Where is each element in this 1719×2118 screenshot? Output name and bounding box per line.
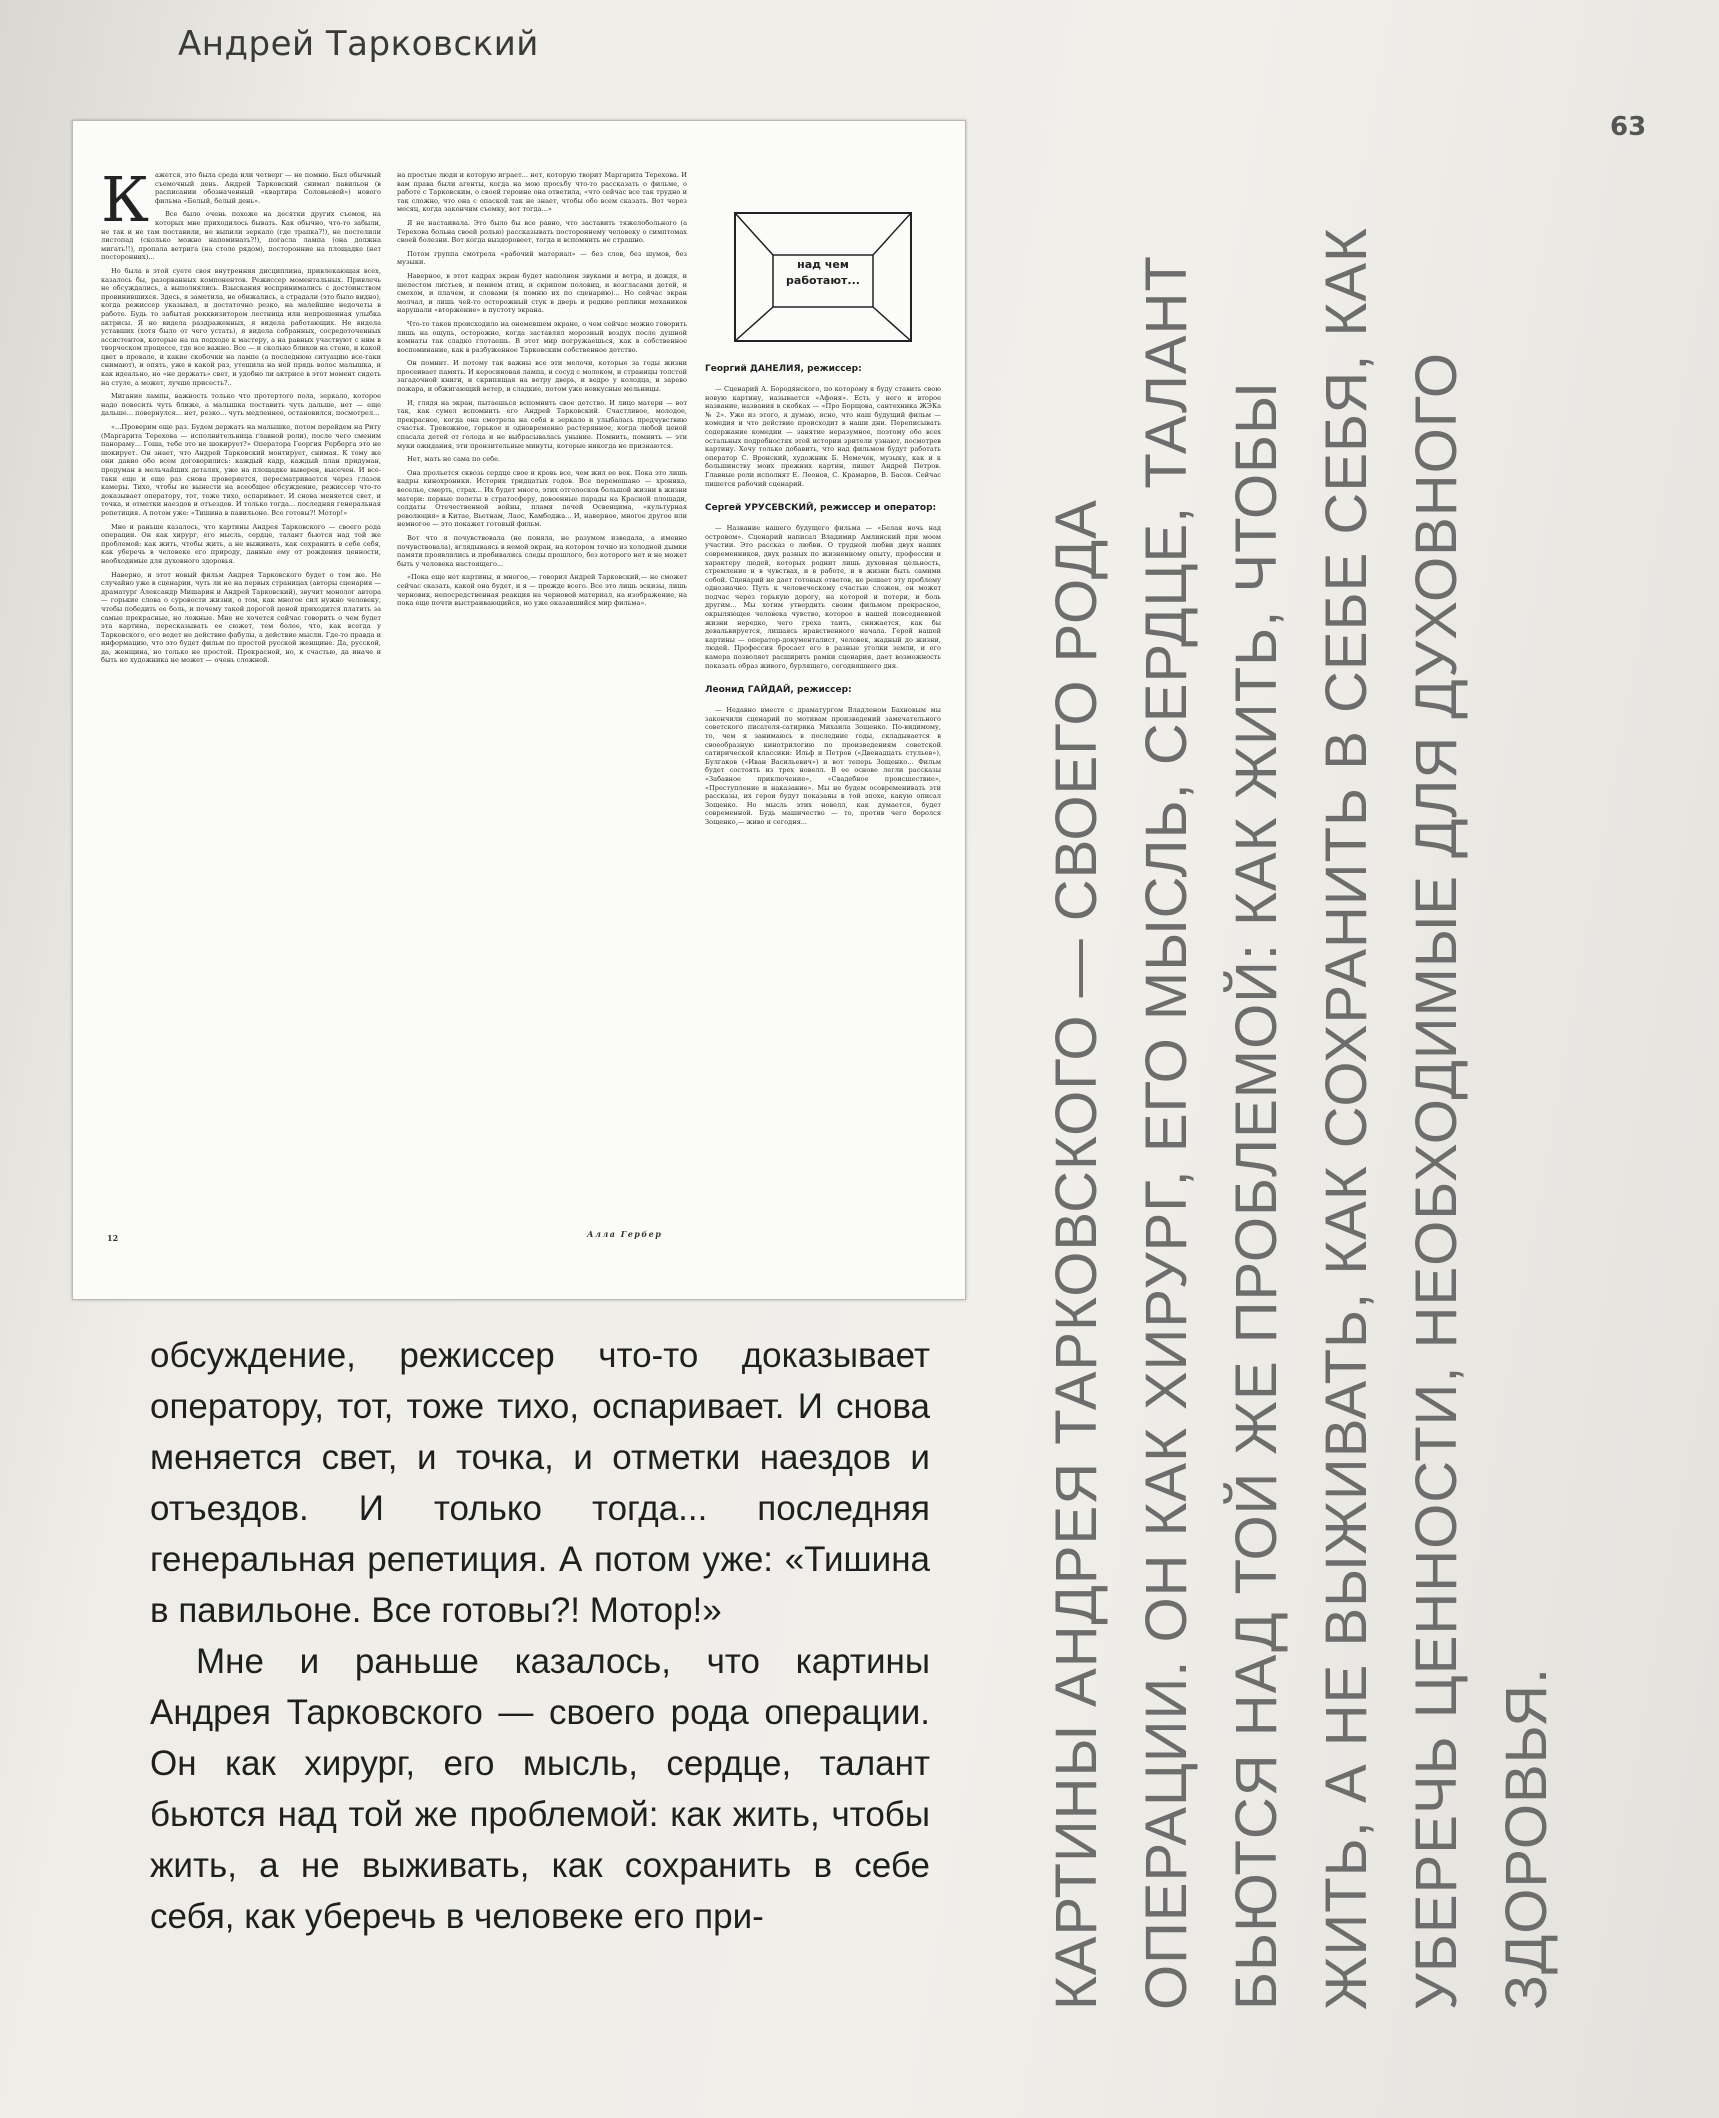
author-signature: Алла Гербер: [587, 1229, 663, 1239]
magazine-scan: [72, 120, 966, 1300]
scan-paragraph: ажется, это была среда или четверг — не помню. Был обычный съемочный день. Андрей Тарковский снимал павильон (в расписании обозначенный «квартира Соловьевой») нового фильма «Белый, белый день».: [154, 171, 381, 205]
scan-paragraph: Наверно, и этот новый фильм Андрея Тарковского будет о том же. Не случайно уже в сценарии, чуть ли не на первых страницах (авторы сценария — драматург Александр Мишарин и Андрей Тарковский), звучит монолог автора — горькие слова о суровости жизни, о том, как многое сил нужно человеку, чтобы победить ее боль, и почему такой дорогой ценой приходится платить за самые прекрасные, но ложные. Мне не хочется сейчас говорить о чем будет эта картина, пересказывать ее сюжет, тем более, что, как всегда у Тарковского, его ведет не действие фабулы, а действие мысли. Где-то правда и информацию, что это будет фильм по простой русской женщине. Да, русской, да, женщина, но только не простой. Прекрасной, но, к счастью, да иначе и быть не художника не может — очень сложной.: [101, 570, 381, 665]
scan-paragraph: Мне и раньше казалось, что картины Андрея Тарковского — своего рода операции. Он как хирург, его мысль, сердце, талант бьются над той же проблемой: как жить, чтобы жить, а не выживать, как сохранить в себе себя, как уберечь в человеке его природу, данные ему от рождения ценности, необходимые для духовного здоровья.: [101, 522, 381, 565]
article-body: [150, 1330, 930, 1942]
scan-paragraph: Нет, мать не сама по себе.: [407, 455, 501, 464]
scan-paragraph: Но была в этой суете своя внутренняя дисциплина, привлекающая всех, казалось бы, разорванных компонентов. Режиссер моментальных. Привлечь не обсуждались, а выполнялись. Взыскания воспринимались с достоинством провинившихся. Здесь, я заметила, не обижались, а страдали (это было видно), когда режиссер указывал, и достаточно резко, на малейшие недочеты в работе. Будь то забытая рекквизитором лестница или непрошенная улыбка актрисы. Я не видела раздраженных, я видела работающих. Не видела уставших (хотя было от чего устать), я видела собранных, сосредоточенных ассистентов, которые на па подходе к мастеру, а на равных участвуют с ним в творческом процессе, где все важно. Все — и сколько бликов на стене, и какой цвет в провале, и какие скобочки на лампе (а последнюю ситуацию все-таки снимают), и опять, уже в какой раз, утешила на ней прядь волос малышка, и как идеально, но «не держать» свет, и удобно ли актрисе в этот момент сидеть на стуле, а может, лучше присесть?..: [101, 266, 381, 387]
scan-paragraph: Я не настаивала. Это было бы все равно, что заставить тяжелобольного (а Терехова больна своей ролью) рассказывать постороннему человеку о симптомах своей болезни. Вот когда выздоровеет, тогда и вспомнить не страшно.: [397, 218, 687, 245]
scan-paragraph: Мигание лампы, важность только что протертого пола, зеркало, которое надо повесить чуть ближе, а малышка поставить чуть дальше, нет — еще дальше... повернулся... нет, резко... чуть медленнее, остановился, посмотрел...: [101, 392, 381, 418]
scan-paragraph: Он помнит. И потому так важны все эти мелочи, которые за годы жизни просеивает память. И керосиновая лампа, и сосуд с молоком, и страницы толстой загадочной книги, и скрипящая на ветру дверь, и ведро у колодца, и зарево пожара, и обжигающий ветер, и сладкие, потом уже невкусные мельницы.: [397, 359, 687, 394]
scan-paragraph: Что-то таков происходило на онемевшем экране, о чем сейчас можно говорить лишь на ощупь, осторожно, когда заставлял морозный воздух после душной комнаты так сладко глотаешь. В этот мир погружаешься, как в собственное воспоминание, как в разбуженное Тарковским собственное детство.: [397, 319, 687, 354]
body-paragraph: обсуждение, режиссер что-то доказывает оператору, тот, тоже тихо, оспаривает. И снова меняется свет, и точка, и отметки наездов и отъездов. И только тогда... последняя генеральная репетиция. А потом уже: «Тишина в павильоне. Все готовы?! Мотор!»: [150, 1336, 930, 1630]
scan-paragraph: Она прольется сквозь сердце свое и кровь все, чем жил ее век. Пока это лишь кадры кинохроники. Историк тридцатых годов. Все перемешано — хроника, веселье, смерть, страх... Их будет много, этих отголосков большой жизни в жизни матери: первые полеты в стратосферу, довоенные парады на Красной площади, солдаты Отечественной войны, пламя печей Освенцима, «культурная революция» в Китае, Вьетнам, Лаос, Камбоджа... И, наверное, многое другое или немногое — это покажет готовый фильм.: [397, 468, 687, 529]
scan-column-2: [397, 171, 687, 1251]
running-header: Андрей Тарковский: [178, 24, 539, 64]
banner-label: над чем работают...: [786, 258, 860, 287]
interview-text: — Название нашего будущего фильма — «Белая ночь над островом». Сценарий написал Владимир Амлинский при моем участии. Это рассказ о любви. О трудной любви двух наших современников, двух разных по жизненному опыту, профессии и характеру людей, которых роднит лишь духовная цельность, стремление и в чувствах, и в работе, и в жизни быть самими собой. Сценарий не дает готовых ответов, не решает эту проблему однозначно. Путь к человеческому счастью сложен, он может подчас через горькую дорогу, на которой и потери, и боль другим... Мы хотим утвердить своим фильмом прекрасное, окрыляющее человека чувство, которое в нашей повседневной жизни нередко, чего греха таить, снижается, как бы девальвируется, лишаясь нравственного начала. Герой нашей картины — оператор-документалист, человек, жадный до жизни, людей. Профессия бросает его в разные уголки земли, и его камера позволяет расширить рамки сценария, дает возможность показать образ живого, бурлящего, сегодняшнего дня.: [705, 524, 941, 670]
section-banner: [733, 211, 913, 343]
scan-column-3: [705, 171, 941, 1251]
scan-paragraph: «Пока еще нет картины, и многое,— говорил Андрей Тарковский,— не сможет сейчас сказать, какой она будет, и я — прежде всего. Все это лишь эскизы, лишь черновик, непосредственная реакция на черновой материал, на изображение, на пока еще почти выстраивающийся, но уже оказавшийся мир фильма».: [397, 573, 687, 608]
person-heading: Георгий ДАНЕЛИЯ, режиссер:: [705, 364, 862, 374]
page-number: 63: [1610, 112, 1647, 142]
person-heading: Леонид ГАЙДАЙ, режиссер:: [705, 685, 852, 696]
body-paragraph: Мне и раньше казалось, что картины Андрея Тарковского — своего рода операции. Он как хирург, его мысль, сердце, талант бьются над той же проблемой: как жить, чтобы жить, а не выживать, как сохранить в себе себя, как уберечь в человеке его при-: [150, 1642, 930, 1936]
scan-paragraph: Все было очень похоже на десятки других съемок, на которых мне приходилось бывать. Как обычно, что-то забыли, не так и не там поставили, не выпили зеркало (где трапка?!), не постелили листопад (сколько можно напоминать?!), погасла лампа (она должна мигать!!), пропала ветрига (на столе рядом), посторонние на площадке (нет посторонних)...: [101, 210, 381, 262]
scan-paragraph: И, глядя на экран, пытаешься вспомнить свое детство. И лицо матери — вот так, как сумел вспомнить его Андрей Тарковский. Счастливое, молодое, прекрасное, когда она смотрела на себя в зеркало и улыбалась предчувствию счастья. Тревожное, горькое и одновременно растерянное, когда любой ценой спасала детей от голода и не выбрасывалась уныние. Помнить, помнить — эти муки ожидания, эти пронзительные минуты, которые никогда не признаются.: [397, 398, 687, 450]
person-heading: Сергей УРУСЕВСКИЙ, режиссер и оператор:: [705, 503, 937, 514]
scan-paragraph: «...Проверим еще раз. Будем держать на малышке, потом перейдем на Риту (Маргарита Терехова — исполнительница главной роли), после чего сменим панораму... Гоша, тебе это не шокирует?» Оператора Георгия Рерберга это не шокирует. Он знает, что Андрей Тарковский монтирует, снимая. К тому же они давно обо всем договорились: каждый кадр, каждый план придуман, продуман в мельчайших деталях, уже на площадке выверен, высечен. И все-таки еще и еще раз снова проверяется, пересматривается через глазок камеры. Тихо, чтобы не вынести на всеобщее обсуждение, режиссер что-то доказывает оператору, тот, тоже тихо, оспаривает. И снова меняется свет, и точка, и отметки наездов и отъездов. И только тогда... последняя генеральная репетиция. А потом уже: «Тишина в павильоне. Все готовы?! Мотор!»: [101, 423, 381, 517]
magazine-columns: [101, 171, 941, 1271]
scan-paragraph: на простые люди и которую играет... нет, которую творит Маргарита Терехова. И вам права были агенты, когда на мою просьбу что-то рассказать о фильме, о работе с Тарковским, о своей героине она ответила, «что сейчас все так трудно и так сложно, что она с опаской так не знает, чтобы обо всем сказать. Вот через месяц, когда закончим съемку, вот тогда...»: [397, 171, 687, 214]
pull-quote: КАРТИНЫ АНДРЕЯ ТАРКОВСКОГО — СВОЕГО РОДА ОПЕРАЦИИ. ОН КАК ХИРУРГ, ЕГО МЫСЛЬ, СЕРДЦЕ, ТАЛАНТ БЬЮТСЯ НАД ТОЙ ЖЕ ПРОБЛЕМОЙ: КАК ЖИТЬ, ЧТОБЫ ЖИТЬ, А НЕ ВЫЖИВАТЬ, КАК СОХРАНИТЬ В СЕБЕ СЕБЯ, КАК УБЕРЕЧЬ ЦЕННОСТИ, НЕОБХОДИМЫЕ ДЛЯ ДУХОВНОГО ЗДОРОВЬЯ.: [1044, 227, 1559, 2010]
drop-cap: К: [101, 171, 149, 236]
scan-paragraph: Потом группа смотрела «рабочий материал» — без слов, без шумов, без музыки.: [397, 249, 687, 267]
scan-page-number: 12: [107, 1233, 119, 1243]
interview-text: — Сценарий А. Бородянского, по которому я буду ставить свою новую картину, называется «Афоня». Есть у него и второе название, названия в скобках — «Про Борщова, сантехника ЖЭКа № 2». Уже из этого, я думаю, ясно, что наш будущий фильм — комедия и что действие происходит в наши дни. Переписывать содержание комедии — занятие неразумное, поэтому обо всех остальных подробностях этой истории зрители узнают, посмотрев картину. Хочу только добавить, что над фильмом будут работать оператор С. Вронский, художник Б. Немечек, музыку, как и к большинству моих прежних картин, пишет Андрей Петров. Главные роли исполнят Е. Леонов, С. Крамаров, В. Басов. Сейчас пишется рабочий сценарий.: [705, 385, 941, 488]
scan-paragraph: Вот что я почувствовала (не поняла, не разумом изведала, а именно почувствовала), вглядываясь в немой экран, на котором точно из холодной дымки памяти проявлялись и пробивались следы прошлого, без которого нет и не может быть у человека настоящего...: [397, 533, 687, 568]
scan-column-1: [101, 171, 381, 1251]
scan-paragraph: Наверное, в этот кадрах экран будет наполнен звуками и ветра, и дождя, и шелестом листьев, и пением птиц, и скрипом половиц, и возгласами детей, и смехом, и плачем, и словами (я помню их по сценарию)... Но сейчас экран молчал, и лишь чей-то осторожный стук в дверь и редкие реплики механиков нарушали «вторжение» в пустоту экрана.: [397, 271, 687, 315]
interview-text: — Недавно вместе с драматургом Владленом Бахновым мы закончили сценарий по мотивам произведений замечательного советского писателя-сатирика Михаила Зощенко. По-видимому, то, чем я занимаюсь в последние годы, складывается в своеобразную кинотрилогию по произведениям советской сатирической классики: Ильф и Петров («Двенадцать стульев»), Булгаков («Иван Васильевич») и вот теперь Зощенко... Фильм будет состоять из трех новелл. В ее основе легли рассказы «Забавное приключение», «Свадебное происшествие», «Преступление и наказание». Мы не будем осовременивать эти рассказы, их герои будут показаны в той эпохе, какую описал Зощенко. Но мысль этих новелл, как думается, будет современной. Будь машичество — то, против чего боролся Зощенко,— живо и сегодня...: [705, 706, 941, 826]
